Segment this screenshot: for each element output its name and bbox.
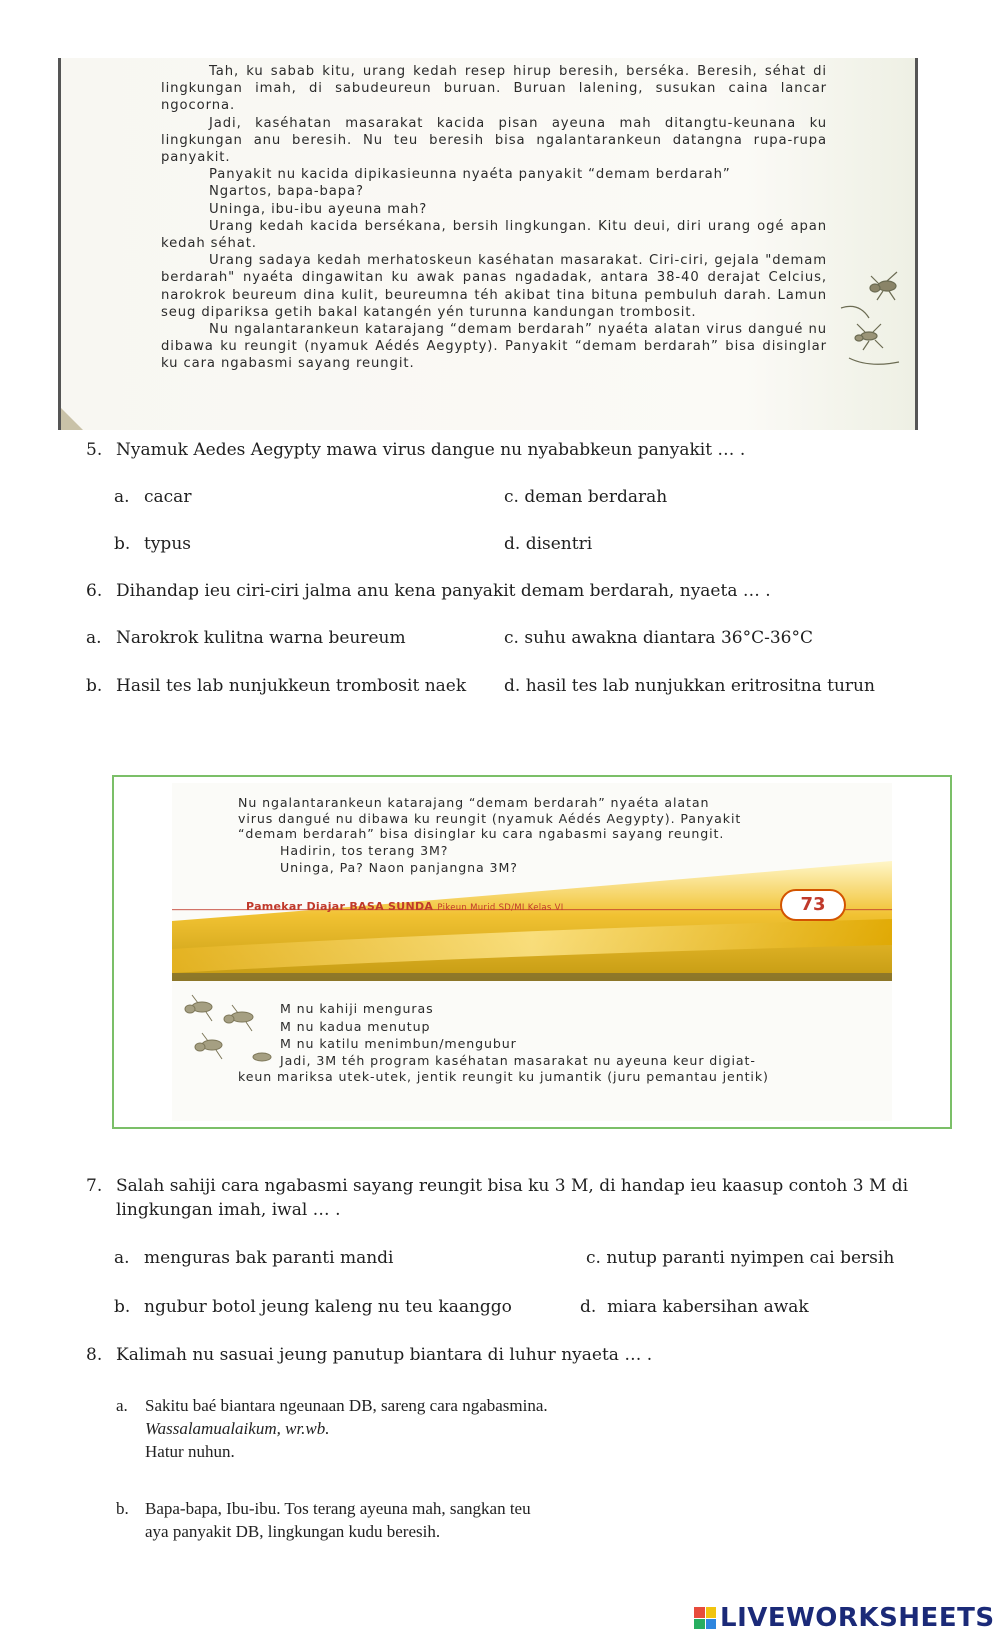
page-curl-decoration <box>61 408 83 430</box>
option-text: nutup paranti nyimpen cai bersih <box>606 1248 895 1268</box>
passage2-top-line: Uninga, Pa? Naon panjangna 3M? <box>280 860 518 875</box>
question-text: Dihandap ieu ciri-ciri jalma anu kena panyakit demam berdarah, nyaeta … . <box>116 581 771 601</box>
option-text: hasil tes lab nunjukkan eritrositna turun <box>525 676 875 696</box>
q6-option-a[interactable] <box>86 628 406 648</box>
q5-option-c[interactable] <box>504 487 667 507</box>
option-text: miara kabersihan awak <box>607 1297 809 1317</box>
question-number: 5. <box>86 440 103 460</box>
question-6 <box>86 581 771 601</box>
option-text: cacar <box>144 487 192 507</box>
question-number: 6. <box>86 581 103 601</box>
passage2-bottom-line: M nu kahiji menguras <box>280 1001 434 1016</box>
book-title: Pamekar Diajar BASA SUNDA <box>246 900 434 913</box>
q6-option-b[interactable] <box>86 676 466 696</box>
book-footer-title <box>246 900 564 913</box>
q5-option-a[interactable] <box>114 487 191 507</box>
option-text: typus <box>144 534 191 554</box>
passage-text <box>161 63 827 373</box>
q5-option-b[interactable] <box>114 534 191 554</box>
passage-paragraph: Tah, ku sabab kitu, urang kedah resep hirup beresih, berséka. Beresih, séhat di lingkungan imah, di sabudeureun buruan. Buruan lalening, susukan caina lancar ngocorna. <box>161 64 827 114</box>
option-letter: b. <box>114 534 131 554</box>
option-line: Sakitu baé biantara ngeunaan DB, sareng cara ngabasmina. <box>145 1396 548 1415</box>
option-letter: d. <box>504 676 521 696</box>
q7-option-b[interactable] <box>114 1297 512 1317</box>
option-line: Hatur nuhun. <box>145 1442 235 1461</box>
passage2-top-line: Nu ngalantarankeun katarajang “demam berdarah” nyaéta alatan <box>238 795 710 810</box>
option-letter: c. <box>504 628 519 648</box>
option-letter: b. <box>86 676 103 696</box>
option-text: deman berdarah <box>524 487 668 507</box>
q7-option-d[interactable] <box>580 1297 809 1317</box>
option-letter: d. <box>504 534 521 554</box>
option-text: ngubur botol jeung kaleng nu teu kaanggo <box>144 1297 512 1317</box>
passage-paragraph: Uninga, ibu-ibu ayeuna mah? <box>209 201 428 217</box>
passage2-bottom-line: Jadi, 3M téh program kaséhatan masarakat nu ayeuna keur digiat- <box>280 1053 756 1068</box>
option-letter: a. <box>86 628 102 648</box>
passage-paragraph: Urang kedah kacida bersékana, bersih lingkungan. Kitu deui, diri urang ogé apan kedah séhat. <box>161 218 827 252</box>
passage2-top-line: “demam berdarah” bisa disinglar ku cara ngabasmi sayang reungit. <box>238 826 725 841</box>
option-line: aya panyakit DB, lingkungan kudu beresih. <box>145 1522 441 1541</box>
passage-paragraph: Jadi, kaséhatan masarakat kacida pisan ayeuna mah ditangtu-keunana ku lingkungan anu beresih. Nu teu beresih bisa ngalantarankeun datangna rupa-rupa panyakit. <box>161 115 827 166</box>
q8-option-b[interactable] <box>116 1497 716 1543</box>
question-7 <box>86 1176 908 1196</box>
question-text: lingkungan imah, iwal … . <box>116 1200 341 1220</box>
question-5 <box>86 440 745 460</box>
book-subtitle: Pikeun Murid SD/MI Kelas VI <box>437 903 564 913</box>
option-letter: c. <box>586 1248 601 1268</box>
option-letter: c. <box>504 487 519 507</box>
ant-illustration-icon <box>839 258 909 378</box>
option-letter: b. <box>116 1499 129 1518</box>
question-text: Kalimah nu sasuai jeung panutup biantara di luhur nyaeta … . <box>116 1345 653 1365</box>
book-page-number: 73 <box>780 889 846 921</box>
passage-paragraph: Nu ngalantarankeun katarajang “demam berdarah” nyaéta alatan virus dangué nu dibawa ku reungit (nyamuk Aédés Aegypty). Panyakit “demam berdarah” bisa disinglar ku cara ngabasmi sayang reungit. <box>161 322 827 372</box>
passage2-top-line: Hadirin, tos terang 3M? <box>280 843 449 858</box>
book-page-image <box>112 775 952 1129</box>
question-7-continued <box>116 1200 341 1220</box>
passage-paragraph: Ngartos, bapa-bapa? <box>209 184 364 200</box>
option-letter: a. <box>114 487 130 507</box>
question-8 <box>86 1345 652 1365</box>
option-text: disentri <box>525 534 593 554</box>
question-text: Salah sahiji cara ngabasmi sayang reungit bisa ku 3 M, di handap ieu kaasup contoh 3 M di <box>116 1176 909 1196</box>
passage2-bottom-line: keun mariksa utek-utek, jentik reungit ku jumantik (juru pemantau jentik) <box>238 1069 769 1084</box>
passage-paragraph: Panyakit nu kacida dipikasieunna nyaéta panyakit “demam berdarah” <box>209 167 731 183</box>
q6-option-d[interactable] <box>504 676 875 696</box>
option-letter: d. <box>580 1297 597 1317</box>
question-text: Nyamuk Aedes Aegypty mawa virus dangue nu nyababkeun panyakit … . <box>116 440 746 460</box>
option-line: Wassalamualaikum, wr.wb. <box>145 1419 330 1438</box>
logo-text: LIVEWORKSHEETS <box>720 1603 995 1633</box>
q8-option-a[interactable] <box>116 1394 716 1463</box>
passage2-top-line: virus dangué nu dibawa ku reungit (nyamuk Aédés Aegypty). Panyakit <box>238 811 742 826</box>
passage2-bottom-line: M nu kadua menutup <box>280 1019 431 1034</box>
passage2-bottom-line: M nu katilu menimbun/mengubur <box>280 1036 517 1051</box>
logo-mark-icon <box>694 1607 716 1629</box>
option-text: menguras bak paranti mandi <box>144 1248 394 1268</box>
passage-paragraph: Urang sadaya kedah merhatoskeun kaséhatan masarakat. Ciri-ciri, gejala "demam berdarah" nyaéta dingawitan ku awak panas ngadadak, antara 38-40 derajat Celcius, narokrok beureum dina kulit, beureumna téh akibat tina bituna pembuluh darah. Lamun seug dipariksa getih bakal katangén yén turunna kandungan trombosit. <box>161 253 827 320</box>
q6-option-c[interactable] <box>504 628 813 648</box>
question-number: 8. <box>86 1345 103 1365</box>
option-letter: a. <box>114 1248 130 1268</box>
q7-option-a[interactable] <box>114 1248 394 1268</box>
option-letter: a. <box>116 1396 128 1415</box>
option-text: suhu awakna diantara 36°C-36°C <box>524 628 813 648</box>
option-text: Hasil tes lab nunjukkeun trombosit naek <box>116 676 467 696</box>
option-text: Narokrok kulitna warna beureum <box>116 628 406 648</box>
liveworksheets-logo <box>694 1601 995 1635</box>
question-number: 7. <box>86 1176 103 1196</box>
q5-option-d[interactable] <box>504 534 592 554</box>
book-footer-banner <box>172 861 892 981</box>
reading-passage-image <box>58 58 918 430</box>
option-line: Bapa-bapa, Ibu-ibu. Tos terang ayeuna mah, sangkan teu <box>145 1499 531 1518</box>
q7-option-c[interactable] <box>586 1248 894 1268</box>
option-letter: b. <box>114 1297 131 1317</box>
